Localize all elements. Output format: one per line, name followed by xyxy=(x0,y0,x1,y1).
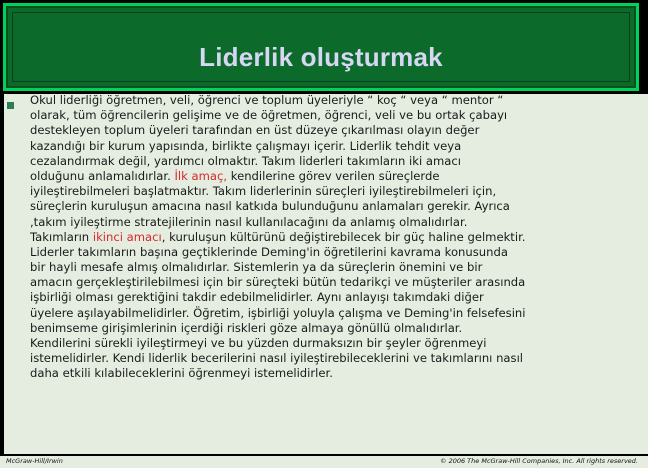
paragraph-line xyxy=(30,108,648,123)
highlighted-phrase: İlk amaç, xyxy=(174,168,228,183)
text-segment: Liderler takımların başına geçtiklerinde Deming'in öğretilerini kavrama konusunda xyxy=(30,244,508,259)
paragraph-line xyxy=(30,94,648,108)
paragraph-line xyxy=(30,351,648,366)
text-segment: kazandığı bir kurum yapısında, birlikte çalışmayı içerir. Liderlik tehdit veya xyxy=(30,138,462,153)
text-segment: , kuruluşun kültürünü değiştirebilecek bir güç haline gelmektir. xyxy=(161,229,526,244)
text-segment: ,takım iyileştirme stratejilerinin nasıl kullanılacağını da anlamış olmalıdırlar. xyxy=(30,214,468,229)
paragraph-line xyxy=(30,306,648,321)
paragraph-line xyxy=(30,123,648,138)
text-segment: Okul liderliği öğretmen, veli, öğrenci ve toplum üyeleriyle “ koç “ veya “ mentor “ xyxy=(30,94,504,107)
highlighted-phrase: ikinci amacı xyxy=(92,229,162,244)
slide-title: Liderlik oluşturmak xyxy=(199,42,443,72)
text-segment: Kendilerini sürekli iyileştirmeyi ve bu yüzden durmaksızın bir şeyler öğrenmeyi xyxy=(30,336,487,350)
title-banner xyxy=(3,3,639,91)
paragraph-line xyxy=(30,230,648,245)
text-segment: olarak, tüm öğrencilerin gelişime ve de öğretmen, öğrenci, veli ve bu ortak çabayı xyxy=(30,108,508,123)
paragraph-line xyxy=(30,184,648,199)
text-segment: daha etkili kılabileceklerini öğrenmeyi istemelidirler. xyxy=(30,366,333,381)
paragraph-line xyxy=(30,366,648,381)
text-segment: üyelere aşılayabilmelidirler. Öğretim, işbirliği yoluyla çalışma ve Deming'in felsefesini xyxy=(30,305,526,320)
paragraph-line xyxy=(30,245,648,260)
text-segment: bir hayli mesafe almış olmalıdırlar. Sistemlerin ya da süreçlerin önemini ve bir xyxy=(30,260,483,275)
footer-copyright: © 2006 The McGraw-Hill Companies, Inc. All rights reserved. xyxy=(440,457,638,465)
text-segment: kendilerine görev verilen süreçlerde xyxy=(227,168,440,183)
paragraph-line xyxy=(30,275,648,290)
footer-publisher: McGraw-Hill/Irwin xyxy=(6,457,63,465)
text-segment: cezalandırmak değil, yardımcı olmaktır. Takım liderleri takımların iki amacı xyxy=(30,153,461,168)
text-segment: istemelidirler. Kendi liderlik becerilerini nasıl iyileştirebileceklerini ve takımlarını nasıl xyxy=(30,351,524,366)
footer xyxy=(0,456,648,468)
text-segment: destekleyen toplum üyeleri tarafından en üst düzeye çıkarılması olayın değer xyxy=(30,123,480,138)
paragraph-line xyxy=(30,290,648,305)
paragraph-line xyxy=(30,260,648,275)
paragraph-line xyxy=(30,336,648,351)
paragraph-line xyxy=(30,321,648,336)
content-panel xyxy=(4,94,648,454)
text-segment: işbirliği olması gerektiğini takdir edebilmelidirler. Aynı anlayışı takımdaki diğer xyxy=(30,290,484,305)
text-segment: süreçlerin kuruluşun amacına nasıl katkıda bulunduğunu anlamaları gerekir. Ayrıca xyxy=(30,199,510,214)
bullet-square-icon xyxy=(7,102,14,109)
body-paragraph xyxy=(30,94,648,382)
paragraph-line xyxy=(30,154,648,169)
text-segment: amacın gerçekleştirilebilmesi için bir süreçteki bütün tedarikçi ve müşteriler arasında xyxy=(30,275,526,290)
text-segment: olduğunu anlamalıdırlar. xyxy=(30,168,175,183)
text-segment: iyileştirebilmeleri başlatmaktır. Takım liderlerinin süreçleri iyileştirebilmeleri için, xyxy=(30,184,497,199)
paragraph-line xyxy=(30,139,648,154)
paragraph-line xyxy=(30,199,648,214)
text-segment: Takımların xyxy=(30,229,93,244)
text-segment: benimseme girişimlerinin içerdiği riskleri göze almaya gönüllü olmalıdırlar. xyxy=(30,320,463,335)
paragraph-line xyxy=(30,215,648,230)
paragraph-line xyxy=(30,169,648,184)
